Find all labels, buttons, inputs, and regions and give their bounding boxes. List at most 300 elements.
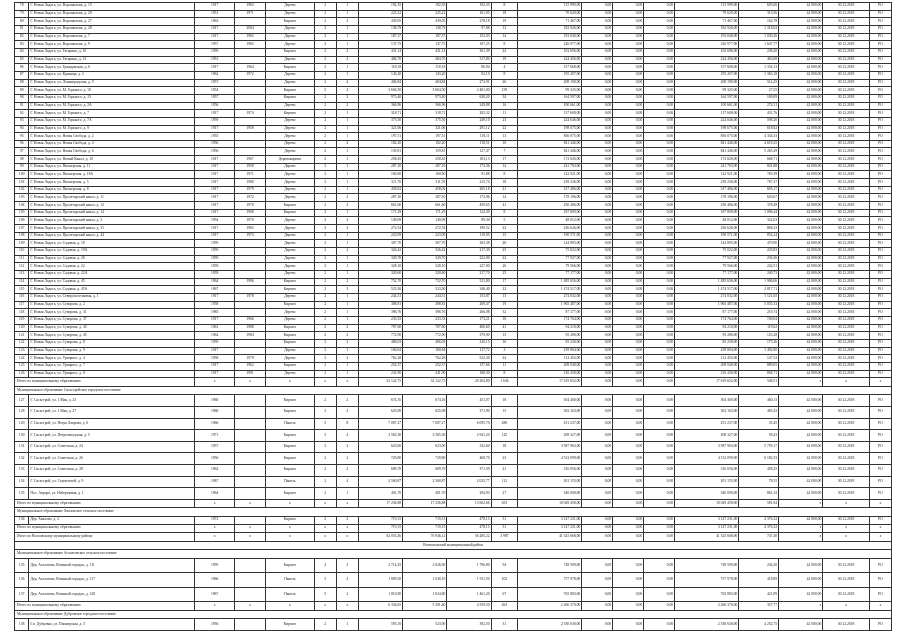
table-cell bbox=[235, 102, 266, 110]
table-cell: 30.12.2018 bbox=[823, 18, 869, 26]
table-cell: 187,37 bbox=[358, 33, 402, 41]
table-cell: 17 bbox=[491, 156, 518, 164]
table-cell: 34 bbox=[491, 94, 518, 102]
total-row bbox=[15, 533, 892, 542]
table-cell: 0,00 bbox=[644, 225, 675, 233]
table-cell: 30.12.2018 bbox=[823, 370, 869, 378]
table-cell: 124 bbox=[15, 355, 29, 363]
total-cell: 0,00 bbox=[582, 524, 613, 533]
table-cell: 201 155,00 bbox=[675, 476, 739, 488]
table-cell: 0,00 bbox=[644, 362, 675, 370]
table-cell: 2 bbox=[336, 102, 358, 110]
table-cell: 18 bbox=[491, 441, 518, 453]
table-cell: 1951 bbox=[195, 56, 235, 64]
table-row bbox=[15, 395, 892, 407]
table-cell: 1963 bbox=[235, 3, 266, 11]
table-cell: 0,00 bbox=[644, 232, 675, 240]
total-cell: 82 053,36 bbox=[358, 533, 402, 542]
table-cell: 0,00 bbox=[644, 309, 675, 317]
table-cell bbox=[235, 79, 266, 87]
table-cell: 2 bbox=[336, 406, 358, 418]
table-cell: 328,10 bbox=[358, 263, 402, 271]
table-row bbox=[15, 324, 892, 332]
table-cell: 30.12.2018 bbox=[823, 87, 869, 95]
table-cell: 94 bbox=[15, 125, 29, 133]
table-cell: 13 bbox=[491, 293, 518, 301]
table-cell: 0,00 bbox=[613, 240, 644, 248]
table-cell: 79 bbox=[15, 10, 29, 18]
table-cell: 0,00 bbox=[582, 418, 613, 430]
table-cell: 0,00 bbox=[582, 148, 613, 156]
table-cell: Г. Новая Ладога, ул. Гагарина, д. 13 bbox=[29, 56, 195, 64]
table-cell: 2 bbox=[336, 453, 358, 465]
table-cell: 287,10 bbox=[403, 194, 447, 202]
table-cell: 137,75 bbox=[403, 41, 447, 49]
table-cell: Г. Новая Ладога, ул. Новая Свобода, д. 4 bbox=[29, 140, 195, 148]
table-cell: 106 bbox=[15, 217, 29, 225]
table-cell: 2 bbox=[314, 619, 336, 631]
table-cell: 3 bbox=[336, 202, 358, 210]
table-cell: 0,00 bbox=[582, 270, 613, 278]
total-cell: x bbox=[195, 533, 235, 542]
table-cell: 729,80 bbox=[358, 453, 402, 465]
table-cell: 0,00 bbox=[613, 33, 644, 41]
table-cell: 287,10 bbox=[403, 163, 447, 171]
table-row bbox=[15, 133, 892, 141]
total-cell: 17 236,88 bbox=[403, 499, 447, 508]
table-cell: Кирпич bbox=[266, 286, 315, 294]
table-cell: 115 999,00 bbox=[675, 3, 739, 11]
table-cell: 99 325,00 bbox=[675, 87, 739, 95]
table-cell: 0,00 bbox=[582, 476, 613, 488]
table-cell: 2 bbox=[336, 225, 358, 233]
total-cell: x bbox=[314, 602, 336, 611]
table-cell: 2 bbox=[314, 194, 336, 202]
table-cell: 1 030,26 bbox=[739, 33, 779, 41]
table-cell: 174 764,00 bbox=[518, 316, 582, 324]
table-cell: Дерево bbox=[266, 3, 315, 11]
table-cell: 30.12.2018 bbox=[823, 278, 869, 286]
section-heading-label: Муниципальное образование Агалатовское сельское поселение bbox=[15, 550, 892, 559]
table-cell: 42 000,00 bbox=[779, 56, 823, 64]
table-cell: 1962 bbox=[195, 464, 235, 476]
table-cell: РО bbox=[869, 133, 891, 141]
table-cell: 861,34 bbox=[739, 488, 779, 500]
table-cell: 2 bbox=[314, 355, 336, 363]
table-cell: 523,30 bbox=[358, 286, 402, 294]
table-row bbox=[15, 41, 892, 49]
table-cell: 1964 bbox=[235, 64, 266, 72]
table-cell: 16 bbox=[491, 339, 518, 347]
table-cell: 178 196,00 bbox=[518, 194, 582, 202]
table-cell: 868,23 bbox=[739, 225, 779, 233]
table-cell: 0,00 bbox=[644, 332, 675, 340]
table-cell: 0,00 bbox=[644, 110, 675, 118]
table-cell: 7 087,27 bbox=[403, 418, 447, 430]
table-cell: 190 571,00 bbox=[675, 232, 739, 240]
table-cell: 1957 bbox=[195, 441, 235, 453]
table-cell: Дерево bbox=[266, 148, 315, 156]
table-cell: 160,60 bbox=[358, 171, 402, 179]
table-cell: 856 075,00 bbox=[675, 133, 739, 141]
table-cell: 272,54 bbox=[358, 225, 402, 233]
table-cell: 274 032,00 bbox=[675, 293, 739, 301]
table-cell: 1 bbox=[336, 488, 358, 500]
table-cell bbox=[235, 558, 266, 572]
total-cell: 17 619 652,00 bbox=[518, 378, 582, 387]
table-row bbox=[15, 587, 892, 601]
table-cell: 2 bbox=[314, 516, 336, 524]
table-cell: Г. Новая Ладога, ул. Ворошилова, д. 15 bbox=[29, 3, 195, 11]
table-cell: 1 318,02 bbox=[739, 25, 779, 33]
table-cell: РО bbox=[869, 516, 891, 524]
table-cell: РО bbox=[869, 64, 891, 72]
table-cell: 313,56 bbox=[739, 10, 779, 18]
table-cell: 841 446,00 bbox=[518, 140, 582, 148]
table-cell: 762,28 bbox=[358, 355, 402, 363]
table-cell: 0,00 bbox=[613, 362, 644, 370]
table-cell: 2 560,87 bbox=[403, 476, 447, 488]
table-cell: 3 bbox=[336, 286, 358, 294]
table-cell: 274,31 bbox=[739, 102, 779, 110]
table-cell: 5 bbox=[314, 587, 336, 601]
section-heading bbox=[15, 508, 892, 517]
table-cell: 1 492,80 bbox=[739, 347, 779, 355]
table-cell: 105 bbox=[15, 209, 29, 217]
table-cell: 269,47 bbox=[447, 301, 491, 309]
table-cell: 160,64 bbox=[358, 347, 402, 355]
table-cell: РО bbox=[869, 418, 891, 430]
table-cell: 2 bbox=[314, 441, 336, 453]
table-cell: 2 bbox=[336, 217, 358, 225]
table-cell: 30.12.2018 bbox=[823, 516, 869, 524]
table-cell: 0,00 bbox=[613, 225, 644, 233]
table-cell: 5 265,29 bbox=[739, 148, 779, 156]
table-cell: 112 bbox=[15, 263, 29, 271]
table-cell: 241,90 bbox=[403, 370, 447, 378]
table-cell: 0,00 bbox=[613, 179, 644, 187]
table-cell: 2 bbox=[314, 133, 336, 141]
table-cell: 226 977,00 bbox=[675, 41, 739, 49]
table-cell: 2 bbox=[314, 209, 336, 217]
table-cell: 87 177,00 bbox=[675, 309, 739, 317]
table-cell: 30.12.2018 bbox=[823, 558, 869, 572]
table-cell: 83 bbox=[15, 41, 29, 49]
table-cell: 2 bbox=[314, 102, 336, 110]
table-cell: Г. Новая Ладога, ул. Суворова, д. 43 bbox=[29, 324, 195, 332]
total-cell: 0,00 bbox=[582, 499, 613, 508]
table-cell: 197,51 bbox=[403, 133, 447, 141]
table-cell: 88 bbox=[15, 79, 29, 87]
table-cell: 42 000,00 bbox=[779, 362, 823, 370]
total-cell: 17 619 652,00 bbox=[675, 378, 739, 387]
table-cell: 174 764,00 bbox=[675, 316, 739, 324]
table-cell: 0,00 bbox=[644, 255, 675, 263]
table-cell: 19 bbox=[491, 18, 518, 26]
table-cell: РО bbox=[869, 355, 891, 363]
table-row bbox=[15, 225, 892, 233]
table-cell: 1954 bbox=[195, 87, 235, 95]
table-cell: 30.12.2018 bbox=[823, 406, 869, 418]
table-cell: 244,31 bbox=[403, 293, 447, 301]
table-cell: 2 bbox=[314, 18, 336, 26]
table-cell: 0,00 bbox=[582, 240, 613, 248]
table-cell: 149,09 bbox=[403, 217, 447, 225]
table-cell: 0,00 bbox=[582, 225, 613, 233]
table-cell: 31 bbox=[491, 516, 518, 524]
table-cell: 22 bbox=[491, 125, 518, 133]
table-cell: Г. Сясьстрой, ул. Петрозаводская, д. 5 bbox=[29, 430, 195, 442]
table-cell: Дерево bbox=[266, 293, 315, 301]
table-cell: 0,00 bbox=[613, 133, 644, 141]
table-cell: 0,00 bbox=[644, 56, 675, 64]
table-cell: 1966 bbox=[235, 316, 266, 324]
table-row bbox=[15, 558, 892, 572]
table-cell: 159,81 bbox=[403, 148, 447, 156]
total-cell: 6 334,65 bbox=[358, 602, 402, 611]
table-cell: 252,37 bbox=[403, 362, 447, 370]
table-cell: 2 bbox=[314, 48, 336, 56]
table-cell: 30.12.2018 bbox=[823, 148, 869, 156]
table-cell: РО bbox=[869, 488, 891, 500]
table-cell: 113 bbox=[15, 270, 29, 278]
table-cell: 24 bbox=[491, 48, 518, 56]
table-cell: 30.12.2018 bbox=[823, 79, 869, 87]
table-cell: 0,00 bbox=[613, 418, 644, 430]
table-cell: Дерево bbox=[266, 171, 315, 179]
total-cell: 719,15 bbox=[358, 524, 402, 533]
table-cell: 124,30 bbox=[447, 209, 491, 217]
table-cell: 2 bbox=[336, 339, 358, 347]
table-cell: 1 bbox=[336, 171, 358, 179]
table-cell: 1 bbox=[336, 209, 358, 217]
table-cell: 121 bbox=[15, 332, 29, 340]
table-cell: РО bbox=[869, 406, 891, 418]
table-cell: 1 bbox=[336, 41, 358, 49]
table-cell: Дерево bbox=[266, 232, 315, 240]
table-cell: РО bbox=[869, 263, 891, 271]
table-cell: 3 bbox=[491, 347, 518, 355]
table-cell: 421,89 bbox=[739, 587, 779, 601]
table-cell: 1956 bbox=[195, 140, 235, 148]
table-cell: 1965 bbox=[235, 33, 266, 41]
table-row bbox=[15, 117, 892, 125]
table-cell: 5 759,17 bbox=[739, 441, 779, 453]
table-cell: 346 000,00 bbox=[675, 488, 739, 500]
table-cell: 1 810,90 bbox=[358, 587, 402, 601]
table-cell: 0,00 bbox=[582, 362, 613, 370]
table-cell: 757 978,00 bbox=[675, 573, 739, 587]
table-cell: 239 236,00 bbox=[675, 179, 739, 187]
table-cell: 841,88 bbox=[739, 163, 779, 171]
table-cell: 0,00 bbox=[613, 278, 644, 286]
table-cell: РО bbox=[869, 619, 891, 631]
table-cell: 157 668,00 bbox=[518, 64, 582, 72]
table-cell: 1 363,18 bbox=[739, 71, 779, 79]
table-row bbox=[15, 87, 892, 95]
table-cell: 1967 bbox=[235, 156, 266, 164]
table-cell: 458,02 bbox=[358, 186, 402, 194]
table-cell: РО bbox=[869, 171, 891, 179]
table-cell: 5 055,13 bbox=[739, 301, 779, 309]
table-cell: РО bbox=[869, 18, 891, 26]
table-cell: 1958 bbox=[235, 125, 266, 133]
total-cell: x bbox=[314, 524, 336, 533]
table-cell: 8 bbox=[491, 370, 518, 378]
total-cell: 41 325 668,00 bbox=[518, 533, 582, 542]
table-cell: 172 826,00 bbox=[518, 156, 582, 164]
table-cell: 251 237,00 bbox=[675, 418, 739, 430]
table-row bbox=[15, 406, 892, 418]
table-cell: 30.12.2018 bbox=[823, 225, 869, 233]
table-cell: 30.12.2018 bbox=[823, 362, 869, 370]
table-cell: 42 000,00 bbox=[779, 79, 823, 87]
table-cell: 182,20 bbox=[403, 140, 447, 148]
table-cell: 404,84 bbox=[358, 79, 402, 87]
table-cell: 0,00 bbox=[644, 339, 675, 347]
table-cell: 0,00 bbox=[613, 441, 644, 453]
table-cell: 0,00 bbox=[644, 94, 675, 102]
table-cell: 7 bbox=[491, 148, 518, 156]
table-cell: 375,50 bbox=[358, 117, 402, 125]
table-cell: 30.12.2018 bbox=[823, 418, 869, 430]
table-cell: 42 000,00 bbox=[779, 102, 823, 110]
table-cell: 30.12.2018 bbox=[823, 464, 869, 476]
table-cell: 164 597,00 bbox=[518, 94, 582, 102]
table-row bbox=[15, 370, 892, 378]
table-cell: 1972 bbox=[235, 194, 266, 202]
table-cell: Г. Новая Ладога, ул. Ворошилова, д. 7 bbox=[29, 33, 195, 41]
table-cell: 42 000,00 bbox=[779, 558, 823, 572]
table-cell: Дерево bbox=[266, 25, 315, 33]
table-cell: 406,60 bbox=[447, 324, 491, 332]
table-cell: 160,60 bbox=[403, 171, 447, 179]
total-cell: 76 946,12 bbox=[403, 533, 447, 542]
table-cell: 523,00 bbox=[403, 619, 447, 631]
table-cell: 125 bbox=[15, 362, 29, 370]
table-cell: 0,00 bbox=[582, 102, 613, 110]
table-cell: 307,70 bbox=[358, 240, 402, 248]
table-cell: 187,37 bbox=[403, 33, 447, 41]
total-cell: x bbox=[823, 499, 869, 508]
table-cell: 30.12.2018 bbox=[823, 171, 869, 179]
table-cell bbox=[235, 248, 266, 256]
table-cell: 0,00 bbox=[582, 33, 613, 41]
table-row bbox=[15, 573, 892, 587]
table-cell: 79 566,00 bbox=[675, 263, 739, 271]
table-cell: 514,25 bbox=[739, 79, 779, 87]
table-cell: Г. Сясьстрой, ул. Строителей, д. 9 bbox=[29, 476, 195, 488]
table-cell: 144 895,00 bbox=[518, 240, 582, 248]
table-row bbox=[15, 453, 892, 465]
table-cell: 30.12.2018 bbox=[823, 324, 869, 332]
table-cell: 95 280,00 bbox=[675, 332, 739, 340]
total-cell: 478,15 bbox=[447, 524, 491, 533]
table-cell: 42 000,00 bbox=[779, 263, 823, 271]
table-cell: 27 bbox=[491, 488, 518, 500]
table-cell: 30.12.2018 bbox=[823, 133, 869, 141]
table-cell: 175,36 bbox=[739, 339, 779, 347]
table-cell: Г. Новая Ладога, ул. Садовая, д. 20 bbox=[29, 255, 195, 263]
table-cell: 0,00 bbox=[644, 79, 675, 87]
table-cell: 1 bbox=[336, 71, 358, 79]
table-cell: РО bbox=[869, 430, 891, 442]
table-cell: 2 bbox=[336, 516, 358, 524]
table-cell: 79 566,00 bbox=[518, 263, 582, 271]
table-cell: 3 565,30 bbox=[358, 430, 402, 442]
table-cell: 190 571,00 bbox=[518, 232, 582, 240]
table-cell: Г. Сясьстрой, ул. 1 Мая, д. 27 bbox=[29, 406, 195, 418]
table-cell: РО bbox=[869, 324, 891, 332]
table-cell: 42 000,00 bbox=[779, 179, 823, 187]
table-cell: 320,60 bbox=[358, 270, 402, 278]
table-cell: Г. Новая Ладога, ул. Суворова, д. 8 bbox=[29, 339, 195, 347]
table-row bbox=[15, 516, 892, 524]
table-cell: 318,71 bbox=[403, 110, 447, 118]
table-cell: 1 bbox=[336, 362, 358, 370]
table-cell: 86 bbox=[15, 64, 29, 72]
table-row bbox=[15, 171, 892, 179]
total-cell: 0,00 bbox=[582, 378, 613, 387]
table-cell: 3 587 963,00 bbox=[675, 441, 739, 453]
table-cell: 2 bbox=[336, 573, 358, 587]
table-cell: 42 000,00 bbox=[779, 194, 823, 202]
table-cell: 42 000,00 bbox=[779, 217, 823, 225]
table-cell: РО bbox=[869, 270, 891, 278]
table-cell: 25 bbox=[491, 270, 518, 278]
table-cell: 2 bbox=[336, 48, 358, 56]
table-cell: 1988 bbox=[235, 324, 266, 332]
total-cell: 31 bbox=[491, 524, 518, 533]
table-cell: 77 177,00 bbox=[518, 270, 582, 278]
table-cell: 1970 bbox=[235, 217, 266, 225]
table-cell: 30.12.2018 bbox=[823, 232, 869, 240]
total-label: Итого по муниципальному образованию bbox=[15, 499, 195, 508]
table-cell: РО bbox=[869, 117, 891, 125]
table-cell: 1917 bbox=[195, 163, 235, 171]
table-cell: 224 646,00 bbox=[518, 117, 582, 125]
table-cell: Кирпич bbox=[266, 332, 315, 340]
table-cell: 0,00 bbox=[644, 209, 675, 217]
table-row bbox=[15, 179, 892, 187]
table-cell: 8 bbox=[491, 71, 518, 79]
table-cell: 1959 bbox=[195, 263, 235, 271]
table-cell bbox=[235, 133, 266, 141]
table-cell: 0,00 bbox=[644, 395, 675, 407]
table-cell bbox=[235, 339, 266, 347]
table-cell: 42 000,00 bbox=[779, 140, 823, 148]
table-cell: 302 163,00 bbox=[518, 406, 582, 418]
table-cell: 1 bbox=[336, 10, 358, 18]
table-cell: 157,66 bbox=[447, 362, 491, 370]
table-cell: Дерево bbox=[266, 79, 315, 87]
table-cell: 138,79 bbox=[358, 25, 402, 33]
table-cell: 173,36 bbox=[447, 163, 491, 171]
table-cell: 42 000,00 bbox=[779, 64, 823, 72]
table-cell: 458,25 bbox=[739, 464, 779, 476]
table-row bbox=[15, 255, 892, 263]
table-cell: РО bbox=[869, 370, 891, 378]
table-cell: 0,00 bbox=[582, 217, 613, 225]
table-cell: 0,00 bbox=[644, 270, 675, 278]
table-cell: РО bbox=[869, 232, 891, 240]
table-cell: 0,00 bbox=[613, 324, 644, 332]
table-cell: 129 bbox=[15, 418, 29, 430]
table-cell: Г. Новая Ладога, ул. Ленинградская, д. 9 bbox=[29, 79, 195, 87]
table-cell: 889,05 bbox=[739, 362, 779, 370]
table-cell: 77 927,00 bbox=[675, 255, 739, 263]
table-cell: 752,70 bbox=[403, 278, 447, 286]
